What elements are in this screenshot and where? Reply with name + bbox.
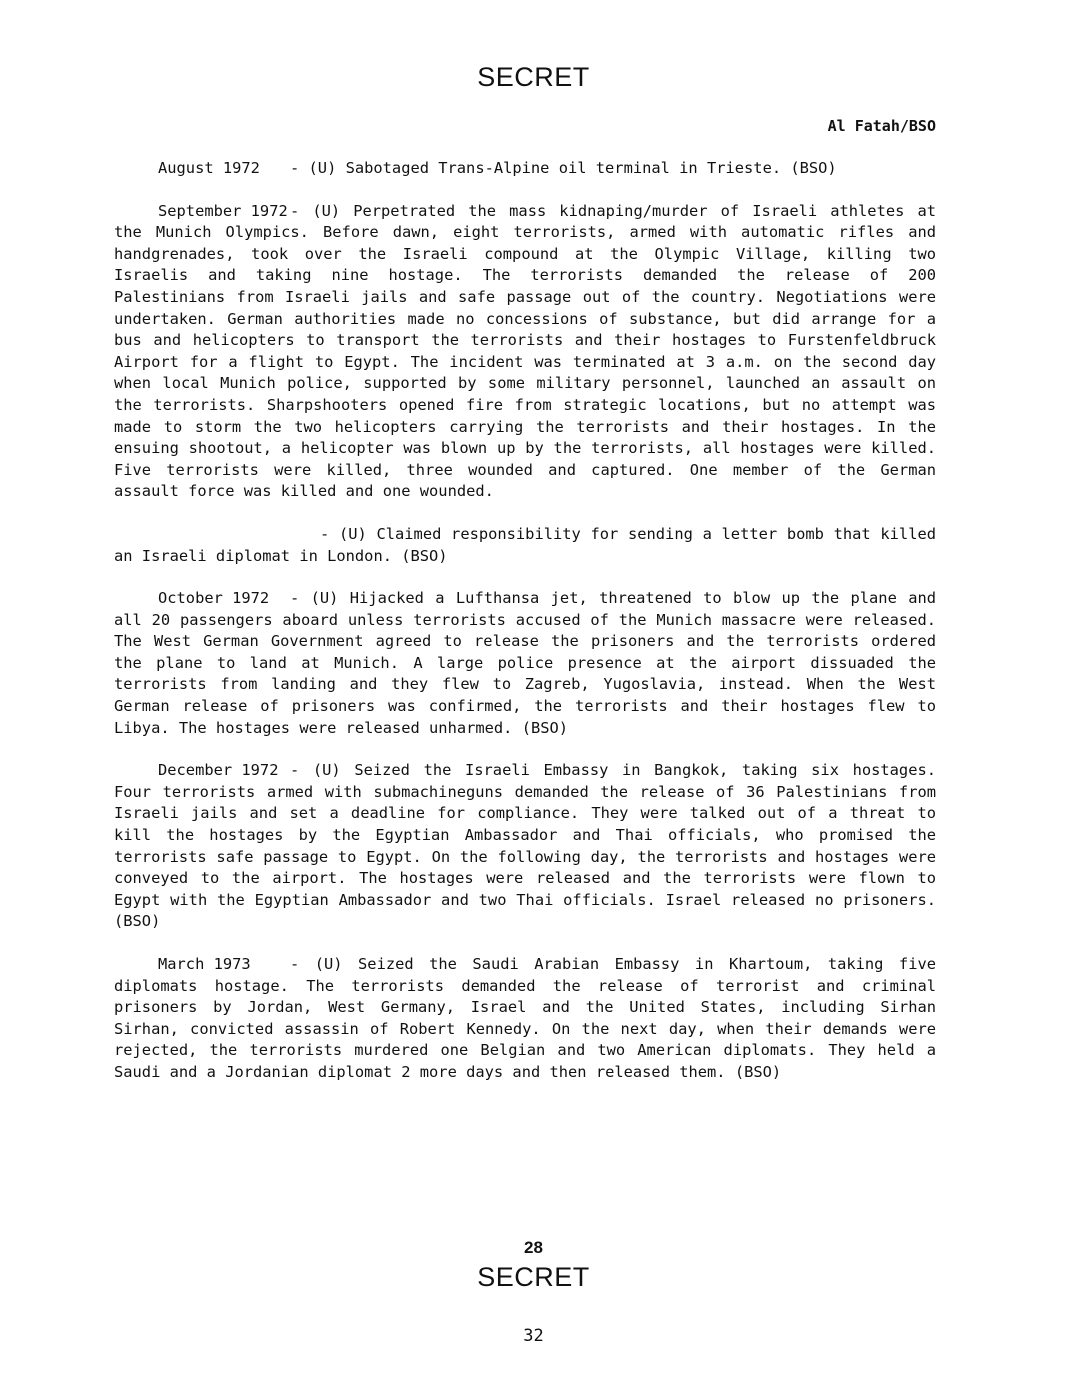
entry-text: - (U) Claimed responsibility for sending a letter bomb that killed an Israeli diplomat in London. (BSO) <box>114 524 936 565</box>
entry-march-1973 <box>114 954 936 1084</box>
handwritten-page-mark: 28 <box>524 1238 543 1257</box>
entry-august-1972 <box>114 158 936 180</box>
entry-december-1972 <box>114 760 936 933</box>
document-body <box>114 158 936 1105</box>
entry-text: - (U) Hijacked a Lufthansa jet, threatened to blow up the plane and all 20 passengers aboard unless terrorists accused of the Munich massacre were released. The West German Government agreed to release the prisoners and the terrorists ordered the plane to land at Munich. A large police presence at the airport dissuaded the terrorists from landing and they flew to Zagreb, Yugoslavia, instead. When the West German release of prisoners was confirmed, the terrorists and their hostages flew to Libya. The hostages were released unharmed. (BSO) <box>114 589 936 737</box>
entry-date: March 1973 <box>158 955 251 973</box>
entry-text: - (U) Seized the Israeli Embassy in Bangkok, taking six hostages. Four terrorists armed with submachineguns demanded the release of 36 Palestinians from Israeli jails and set a deadline for compliance. They were talked out of a threat to kill the hostages by the Egyptian Ambassador and Thai officials, who promised the terrorists safe passage to Egypt. On the following day, the terrorists and hostages were conveyed to the airport. The hostages were released and the terrorists were flown to Egypt with the Egyptian Ambassador and two Thai officials. Israel released no prisoners. (BSO) <box>114 761 936 931</box>
entry-september-1972-letter-bomb <box>114 524 936 567</box>
entry-date: October 1972 <box>158 589 270 608</box>
document-group-label: Al Fatah/BSO <box>827 117 936 135</box>
classification-marking-bottom: SECRET <box>477 1262 590 1292</box>
entry-text: - (U) Perpetrated the mass kidnaping/murder of Israeli athletes at the Munich Olympics. Before dawn, eight terrorists, armed with automatic rifles and handgrenades, took over the Israeli compound at the Olympic Village, killing two Israelis and taking nine hostage. The terrorists demanded the release of 200 Palestinians from Israeli jails and safe passage out of the country. Negotiations were undertaken. German authorities made no concessions of substance, but did arrange for a bus and helicopters to transport the terrorists and their hostages to Furstenfeldbruck Airport for a flight to Egypt. The incident was terminated at 3 a.m. on the second day when local Munich police, supported by some military personnel, launched an assault on the terrorists. Sharpshooters opened fire from strategic locations, but no attempt was made to storm the two helicopters carrying the terrorists and their hostages. In the ensuing shootout, a helicopter was blown up by the terrorists, all hostages were killed. Five terrorists were killed, three wounded and captured. One member of the German assault force was killed and one wounded. <box>114 201 936 501</box>
entry-october-1972 <box>114 588 936 739</box>
classification-marking-top: SECRET <box>477 62 590 92</box>
entry-date: September 1972 <box>158 201 288 220</box>
entry-text: - (U) Sabotaged Trans-Alpine oil terminal in Trieste. (BSO) <box>290 159 837 177</box>
entry-text: - (U) Seized the Saudi Arabian Embassy in Khartoum, taking five diplomats hostage. The terrorists demanded the release of terrorist and criminal prisoners by Jordan, West Germany, Israel and the United States, including Sirhan Sirhan, convicted assassin of Robert Kennedy. On the next day, when their demands were rejected, the terrorists murdered one Belgian and two American diplomats. They held a Saudi and a Jordanian diplomat 2 more days and then released them. (BSO) <box>114 955 936 1081</box>
entry-september-1972 <box>114 201 936 503</box>
entry-date: August 1972 <box>158 159 260 177</box>
page-number: 32 <box>523 1326 544 1346</box>
entry-date: December 1972 <box>158 761 279 780</box>
